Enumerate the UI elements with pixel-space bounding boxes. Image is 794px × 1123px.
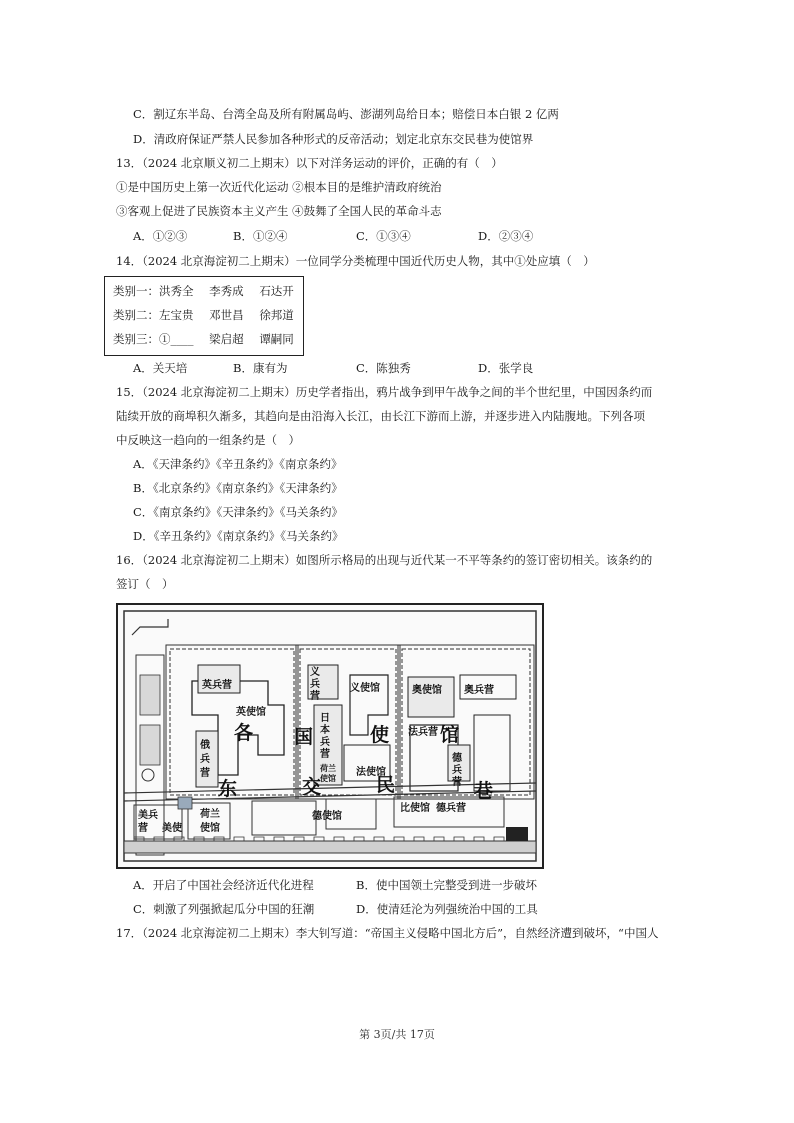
- category-row-1: [113, 283, 306, 299]
- q14-category-box: [104, 276, 304, 356]
- q14-option-c: C．陈独秀: [356, 361, 411, 375]
- q15-option-c: C．《南京条约》《天津条约》《马关条约》: [133, 505, 344, 519]
- label-jiao: 交: [302, 776, 322, 798]
- q13-statement-2: ③客观上促进了民族资本主义产生 ④鼓舞了全国人民的革命斗志: [116, 204, 442, 218]
- label-japanese-4: 营: [320, 749, 330, 760]
- q16-option-b: B．使中国领土完整受到进一步破坏: [356, 878, 537, 892]
- q15-option-d: D．《辛丑条约》《南京条约》《马关条约》: [133, 529, 344, 543]
- q13-option-c: C．①③④: [356, 229, 411, 243]
- q13-option-b: B．①②④: [233, 229, 288, 243]
- label-german-barracks-r3: 营: [452, 777, 462, 788]
- label-us-barracks-1: 美兵: [138, 810, 158, 821]
- category-3-person-3: 谭嗣同: [259, 332, 294, 346]
- label-us-legation: 美使: [162, 823, 182, 834]
- q14-option-d: D．张学良: [478, 361, 534, 375]
- label-dong: 东: [218, 778, 238, 800]
- label-russian-barracks-2: 兵: [200, 754, 210, 765]
- label-xiang: 巷: [474, 780, 494, 802]
- label-belgian-legation: 比使馆: [400, 803, 430, 814]
- label-german-barracks: 德兵营: [436, 803, 466, 814]
- q16-stem-line-2: 签订（ ）: [116, 577, 174, 591]
- label-german-legation: 德使馆: [312, 811, 342, 822]
- label-dutch-legation-mid-2: 使馆: [320, 774, 336, 783]
- q15-stem-line-2: 陆续开放的商埠积久渐多，其趋向是由沿海入长江，由长江下游而上游，并逐步进入内陆腹地。下列各项: [116, 409, 645, 423]
- label-italian-barracks-1: 义: [310, 667, 320, 678]
- q13-statement-1: ①是中国历史上第一次近代化运动 ②根本目的是维护清政府统治: [116, 180, 442, 194]
- label-italian-barracks-3: 营: [310, 691, 320, 702]
- q17-stem: 17．（2024 北京海淀初二上期末）李大钊写道：“帝国主义侵略中国北方后”，自然经济遭到破坏，“中国人: [116, 926, 659, 940]
- label-japanese-1: 日: [320, 713, 330, 724]
- q16-option-d: D．使清廷沦为列强统治中国的工具: [356, 902, 538, 916]
- label-dutch-1: 荷兰: [200, 809, 220, 820]
- label-french-barracks: 法兵营: [408, 727, 438, 738]
- label-british-barracks: 英兵营: [202, 680, 232, 691]
- q13-option-d: D．②③④: [478, 229, 534, 243]
- label-min: 民: [376, 774, 396, 796]
- label-austrian-legation: 奥使馆: [412, 685, 442, 696]
- category-2-person-1: 类别二：左宝贵: [113, 308, 194, 322]
- label-guo: 国: [294, 726, 314, 748]
- label-german-barracks-r1: 德: [452, 753, 462, 764]
- label-dutch-2: 使馆: [200, 823, 220, 834]
- q14-stem: 14．（2024 北京海淀初二上期末）一位同学分类梳理中国近代历史人物，其中①处应填（ ）: [116, 254, 595, 268]
- category-1-person-3: 石达开: [259, 284, 294, 298]
- q15-option-a: A．《天津条约》《辛丑条约》《南京条约》: [133, 457, 343, 471]
- category-1-person-2: 李秀成: [209, 284, 244, 298]
- label-russian-barracks-3: 营: [200, 768, 210, 779]
- q13-option-a: A．①②③: [133, 229, 188, 243]
- category-row-2: [113, 307, 306, 323]
- label-french-legation: 法使馆: [356, 767, 386, 778]
- label-british-legation: 英使馆: [236, 707, 266, 718]
- q16-option-a: A．开启了中国社会经济近代化进程: [133, 878, 314, 892]
- category-2-person-2: 邓世昌: [209, 308, 244, 322]
- category-1-person-1: 类别一：洪秀全: [113, 284, 194, 298]
- label-dutch-legation-mid: 荷兰: [320, 764, 336, 773]
- q12-option-c: C．割辽东半岛、台湾全岛及所有附属岛屿、澎湖列岛给日本；赔偿日本白银 2 亿两: [133, 107, 559, 121]
- label-austrian-barracks: 奥兵营: [464, 685, 494, 696]
- label-italian-barracks-2: 兵: [310, 679, 320, 690]
- label-ge: 各: [234, 722, 254, 744]
- q15-stem-line-3: 中反映这一趋向的一组条约是（ ）: [116, 433, 300, 447]
- label-italian-legation: 义使馆: [350, 683, 380, 694]
- label-russian-barracks-1: 俄: [200, 740, 210, 751]
- q15-stem-line-1: 15．（2024 北京海淀初二上期末）历史学者指出，鸦片战争到甲午战争之间的半个世纪里，中国因条约而: [116, 385, 653, 399]
- page-footer: 第 3页/共 17页: [359, 1028, 435, 1041]
- q12-option-d: D．清政府保证严禁人民参加各种形式的反帝活动；划定北京东交民巷为使馆界: [133, 132, 534, 146]
- category-3-person-2: 梁启超: [209, 332, 244, 346]
- legation-quarter-map: [116, 603, 544, 869]
- category-3-blank: 类别三：①____: [113, 332, 194, 346]
- q16-option-c: C．刺激了列强掀起瓜分中国的狂潮: [133, 902, 315, 916]
- label-us-barracks-2: 营: [138, 823, 148, 834]
- label-shi: 使: [370, 724, 390, 746]
- map-drawing: [118, 605, 542, 867]
- label-japanese-3: 兵: [320, 737, 330, 748]
- q13-stem: 13．（2024 北京顺义初二上期末）以下对洋务运动的评价，正确的有（ ）: [116, 156, 503, 170]
- q15-option-b: B．《北京条约》《南京条约》《天津条约》: [133, 481, 343, 495]
- label-japanese-2: 本: [320, 725, 330, 736]
- q14-option-a: A．关天培: [133, 361, 188, 375]
- q14-option-b: B．康有为: [233, 361, 288, 375]
- q16-stem-line-1: 16．（2024 北京海淀初二上期末）如图所示格局的出现与近代某一不平等条约的签订密切相关。该条约的: [116, 553, 653, 567]
- label-german-barracks-r2: 兵: [452, 765, 462, 776]
- category-row-3: [113, 331, 306, 347]
- label-guan: 馆: [440, 724, 460, 746]
- category-2-person-3: 徐邦道: [259, 308, 294, 322]
